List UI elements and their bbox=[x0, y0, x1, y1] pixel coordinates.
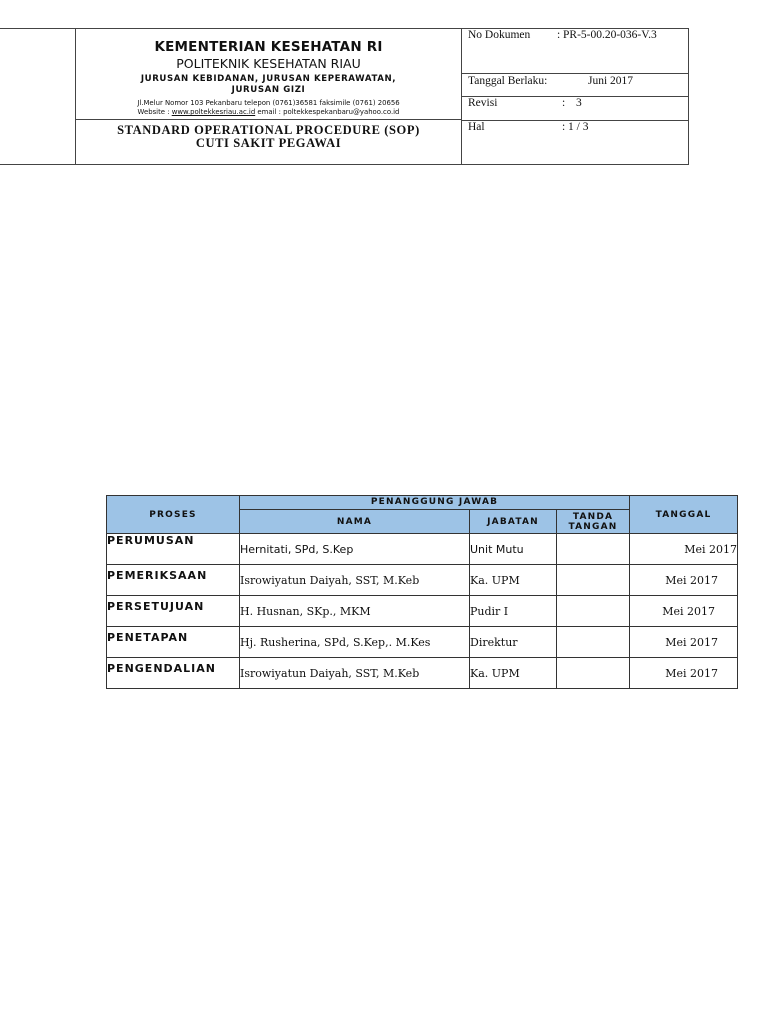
header-tanda-tangan bbox=[557, 510, 630, 534]
document-meta-cell bbox=[461, 28, 689, 165]
sub-institution-name: POLITEKNIK KESEHATAN RIAU bbox=[176, 56, 361, 71]
header-penanggung-jawab: PENANGGUNG JAWAB bbox=[240, 496, 630, 510]
proses-cell: PERUMUSAN bbox=[107, 534, 240, 565]
tanda-tangan-cell bbox=[557, 596, 630, 627]
table-row bbox=[107, 534, 738, 565]
tanda-tangan-cell bbox=[557, 658, 630, 689]
proses-cell: PENETAPAN bbox=[107, 627, 240, 658]
nama-cell: Isrowiyatun Daiyah, SST, M.Keb bbox=[240, 658, 470, 689]
jabatan-cell: Ka. UPM bbox=[470, 658, 557, 689]
responsibility-table bbox=[106, 495, 738, 689]
sop-title-line-1: STANDARD OPERATIONAL PROCEDURE (SOP) bbox=[117, 123, 420, 137]
header-jabatan: JABATAN bbox=[470, 510, 557, 534]
doc-number-value: PR-5-00.20-036-V.3 bbox=[563, 29, 657, 41]
meta-valid-date bbox=[462, 74, 688, 97]
departments bbox=[76, 74, 461, 96]
revision-label: Revisi bbox=[468, 97, 498, 109]
sop-title-cell bbox=[75, 119, 462, 165]
sop-title-line-2: CUTI SAKIT PEGAWAI bbox=[195, 136, 342, 150]
web-email-line bbox=[76, 108, 461, 117]
tanggal-cell: Mei 2017 bbox=[630, 534, 738, 565]
jabatan-cell: Pudir I bbox=[470, 596, 557, 627]
nama-cell: Hernitati, SPd, S.Kep bbox=[240, 534, 470, 565]
jabatan-cell: Unit Mutu bbox=[470, 534, 557, 565]
proses-cell: PENGENDALIAN bbox=[107, 658, 240, 689]
tanggal-cell: Mei 2017 bbox=[630, 596, 738, 627]
meta-doc-number bbox=[462, 29, 688, 74]
header-tanda-tangan-line-2: TANGAN bbox=[568, 521, 618, 532]
nama-cell: Isrowiyatun Daiyah, SST, M.Keb bbox=[240, 565, 470, 596]
email-label: email : bbox=[255, 108, 284, 116]
institution-cell bbox=[75, 28, 462, 120]
valid-date-label: Tanggal Berlaku: bbox=[468, 75, 548, 87]
departments-line-1: JURUSAN KEBIDANAN, JURUSAN KEPERAWATAN, bbox=[140, 74, 397, 84]
revision-separator: : bbox=[562, 97, 566, 109]
document-header bbox=[0, 28, 689, 165]
header-nama: NAMA bbox=[240, 510, 470, 534]
email-address: poltekkespekanbaru@yahoo.co.id bbox=[283, 108, 400, 116]
page-separator: : bbox=[562, 121, 566, 133]
revision-value: 3 bbox=[576, 97, 582, 109]
institution-name: KEMENTERIAN KESEHATAN RI bbox=[154, 39, 383, 55]
doc-number-label: No Dokumen bbox=[468, 29, 531, 41]
jabatan-cell: Ka. UPM bbox=[470, 565, 557, 596]
tanggal-cell: Mei 2017 bbox=[630, 565, 738, 596]
tanggal-cell: Mei 2017 bbox=[630, 658, 738, 689]
tanggal-cell: Mei 2017 bbox=[630, 627, 738, 658]
valid-date-value: Juni 2017 bbox=[588, 75, 634, 87]
website-link[interactable]: www.poltekkesriau.ac.id bbox=[171, 108, 256, 116]
table-row bbox=[107, 627, 738, 658]
departments-line-2: JURUSAN GIZI bbox=[231, 85, 306, 95]
header-proses: PROSES bbox=[107, 496, 240, 534]
header-tanda-tangan-line-1: TANDA bbox=[572, 511, 614, 522]
website-label: Website : bbox=[137, 108, 172, 116]
nama-cell: H. Husnan, SKp., MKM bbox=[240, 596, 470, 627]
page-value: 1 / 3 bbox=[568, 121, 589, 133]
nama-cell: Hj. Rusherina, SPd, S.Kep,. M.Kes bbox=[240, 627, 470, 658]
proses-cell: PEMERIKSAAN bbox=[107, 565, 240, 596]
table-row bbox=[107, 565, 738, 596]
table-row bbox=[107, 658, 738, 689]
table-row bbox=[107, 596, 738, 627]
tanda-tangan-cell bbox=[557, 565, 630, 596]
page-label: Hal bbox=[468, 121, 485, 133]
doc-number-separator: : bbox=[557, 29, 561, 41]
logo-cell bbox=[0, 28, 76, 165]
contact-info bbox=[76, 99, 461, 117]
address: Jl.Melur Nomor 103 Pekanbaru telepon (0761)36581 faksimile (0761) 20656 bbox=[137, 99, 400, 107]
tanda-tangan-cell bbox=[557, 534, 630, 565]
proses-cell: PERSETUJUAN bbox=[107, 596, 240, 627]
tanda-tangan-cell bbox=[557, 627, 630, 658]
header-tanggal: TANGGAL bbox=[630, 496, 738, 534]
meta-page bbox=[462, 121, 688, 165]
meta-revision bbox=[462, 97, 688, 121]
jabatan-cell: Direktur bbox=[470, 627, 557, 658]
